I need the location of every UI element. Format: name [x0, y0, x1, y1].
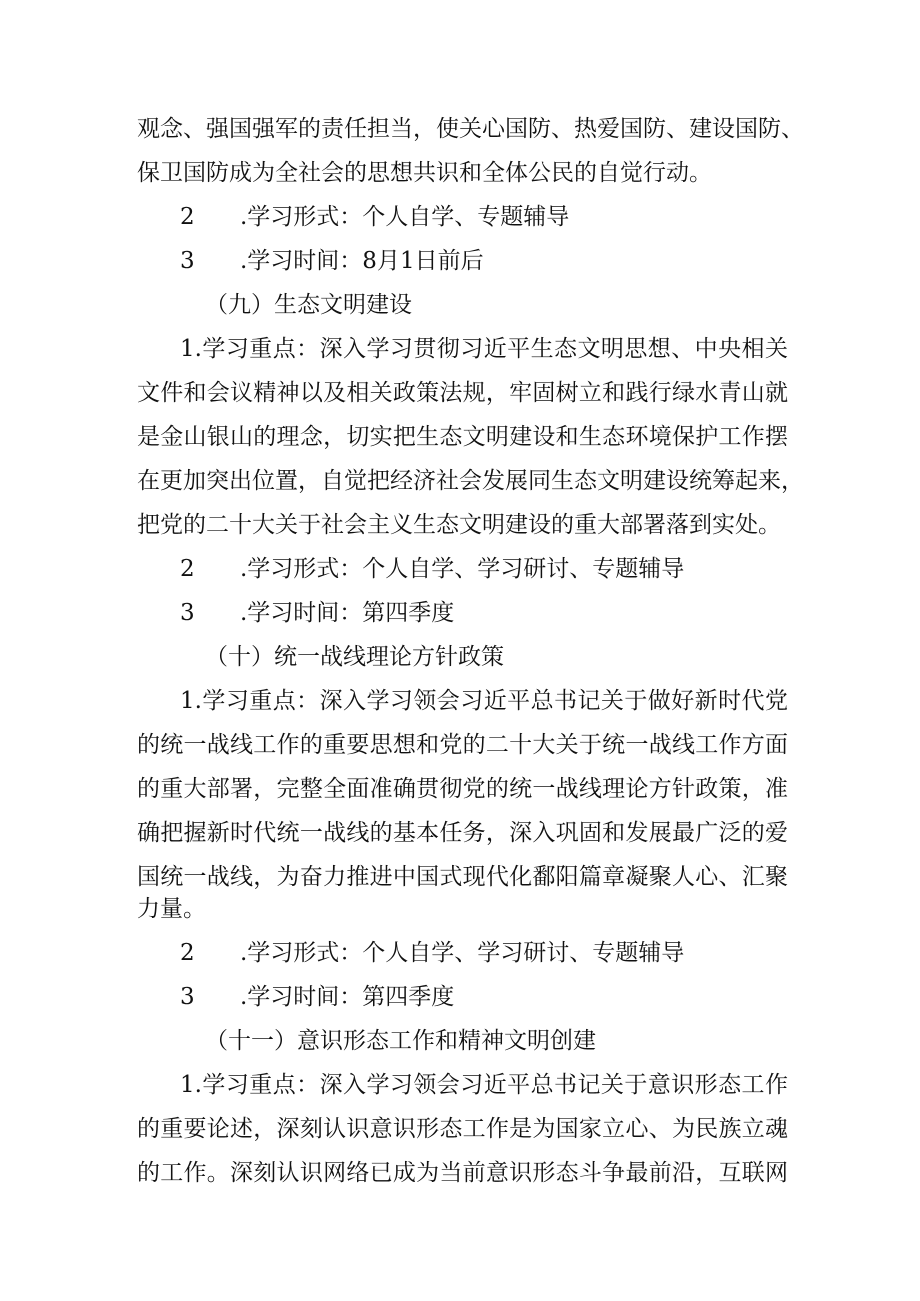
- paragraph-line: 的重要论述，深刻认识意识形态工作是为国家立心、为民族立魂: [137, 1116, 788, 1142]
- item-number: 3: [180, 600, 195, 626]
- paragraph-line: 1.学习重点：深入学习贯彻习近平生态文明思想、中央相关: [180, 336, 788, 362]
- paragraph-line: 观念、强国强军的责任担当，使关心国防、热爱国防、建设国防、: [137, 116, 804, 142]
- paragraph-line: 把党的二十大关于社会主义生态文明建设的重大部署落到实处。: [137, 512, 781, 538]
- list-item-time: [0, 593, 920, 633]
- list-item-form: [0, 549, 920, 589]
- paragraph-line: 国统一战线，为奋力推进中国式现代化鄱阳篇章凝聚人心、汇聚: [137, 864, 788, 890]
- list-item-form: [0, 197, 920, 237]
- paragraph-line: 保卫国防成为全社会的思想共识和全体公民的自觉行动。: [137, 160, 712, 186]
- item-number: 2: [180, 556, 195, 582]
- paragraph-line: 1.学习重点：深入学习领会习近平总书记关于意识形态工作: [180, 1072, 788, 1098]
- item-number: 2: [180, 204, 195, 230]
- list-item-form: [0, 933, 920, 973]
- item-text: .学习时间：第四季度: [240, 984, 455, 1010]
- paragraph-line: 是金山银山的理念，切实把生态文明建设和生态环境保护工作摆: [137, 424, 788, 450]
- section-heading: （十一）意识形态工作和精神文明创建: [205, 1028, 596, 1054]
- paragraph-line: 文件和会议精神以及相关政策法规，牢固树立和践行绿水青山就: [137, 380, 788, 406]
- list-item-time: [0, 241, 920, 281]
- item-text: .学习形式：个人自学、学习研讨、专题辅导: [240, 556, 685, 582]
- item-number: 2: [180, 940, 195, 966]
- item-number: 3: [180, 248, 195, 274]
- paragraph-line: 1.学习重点：深入学习领会习近平总书记关于做好新时代党: [180, 688, 788, 714]
- paragraph-line: 的统一战线工作的重要思想和党的二十大关于统一战线工作方面: [137, 732, 788, 758]
- paragraph-line: 在更加突出位置，自觉把经济社会发展同生态文明建设统筹起来，: [137, 468, 804, 494]
- item-text: .学习形式：个人自学、专题辅导: [240, 204, 570, 230]
- section-heading: （十）统一战线理论方针政策: [205, 644, 504, 670]
- item-text: .学习时间：8月1日前后: [240, 248, 484, 274]
- paragraph-line: 确把握新时代统一战线的基本任务，深入巩固和发展最广泛的爱: [137, 820, 788, 846]
- item-number: 3: [180, 984, 195, 1010]
- paragraph-line: 的重大部署，完整全面准确贯彻党的统一战线理论方针政策，准: [137, 776, 788, 802]
- paragraph-line: 力量。: [137, 896, 206, 922]
- section-heading: （九）生态文明建设: [205, 292, 412, 318]
- list-item-time: [0, 977, 920, 1017]
- item-text: .学习形式：个人自学、学习研讨、专题辅导: [240, 940, 685, 966]
- item-text: .学习时间：第四季度: [240, 600, 455, 626]
- paragraph-line: 的工作。深刻认识网络已成为当前意识形态斗争最前沿，互联网: [137, 1160, 788, 1186]
